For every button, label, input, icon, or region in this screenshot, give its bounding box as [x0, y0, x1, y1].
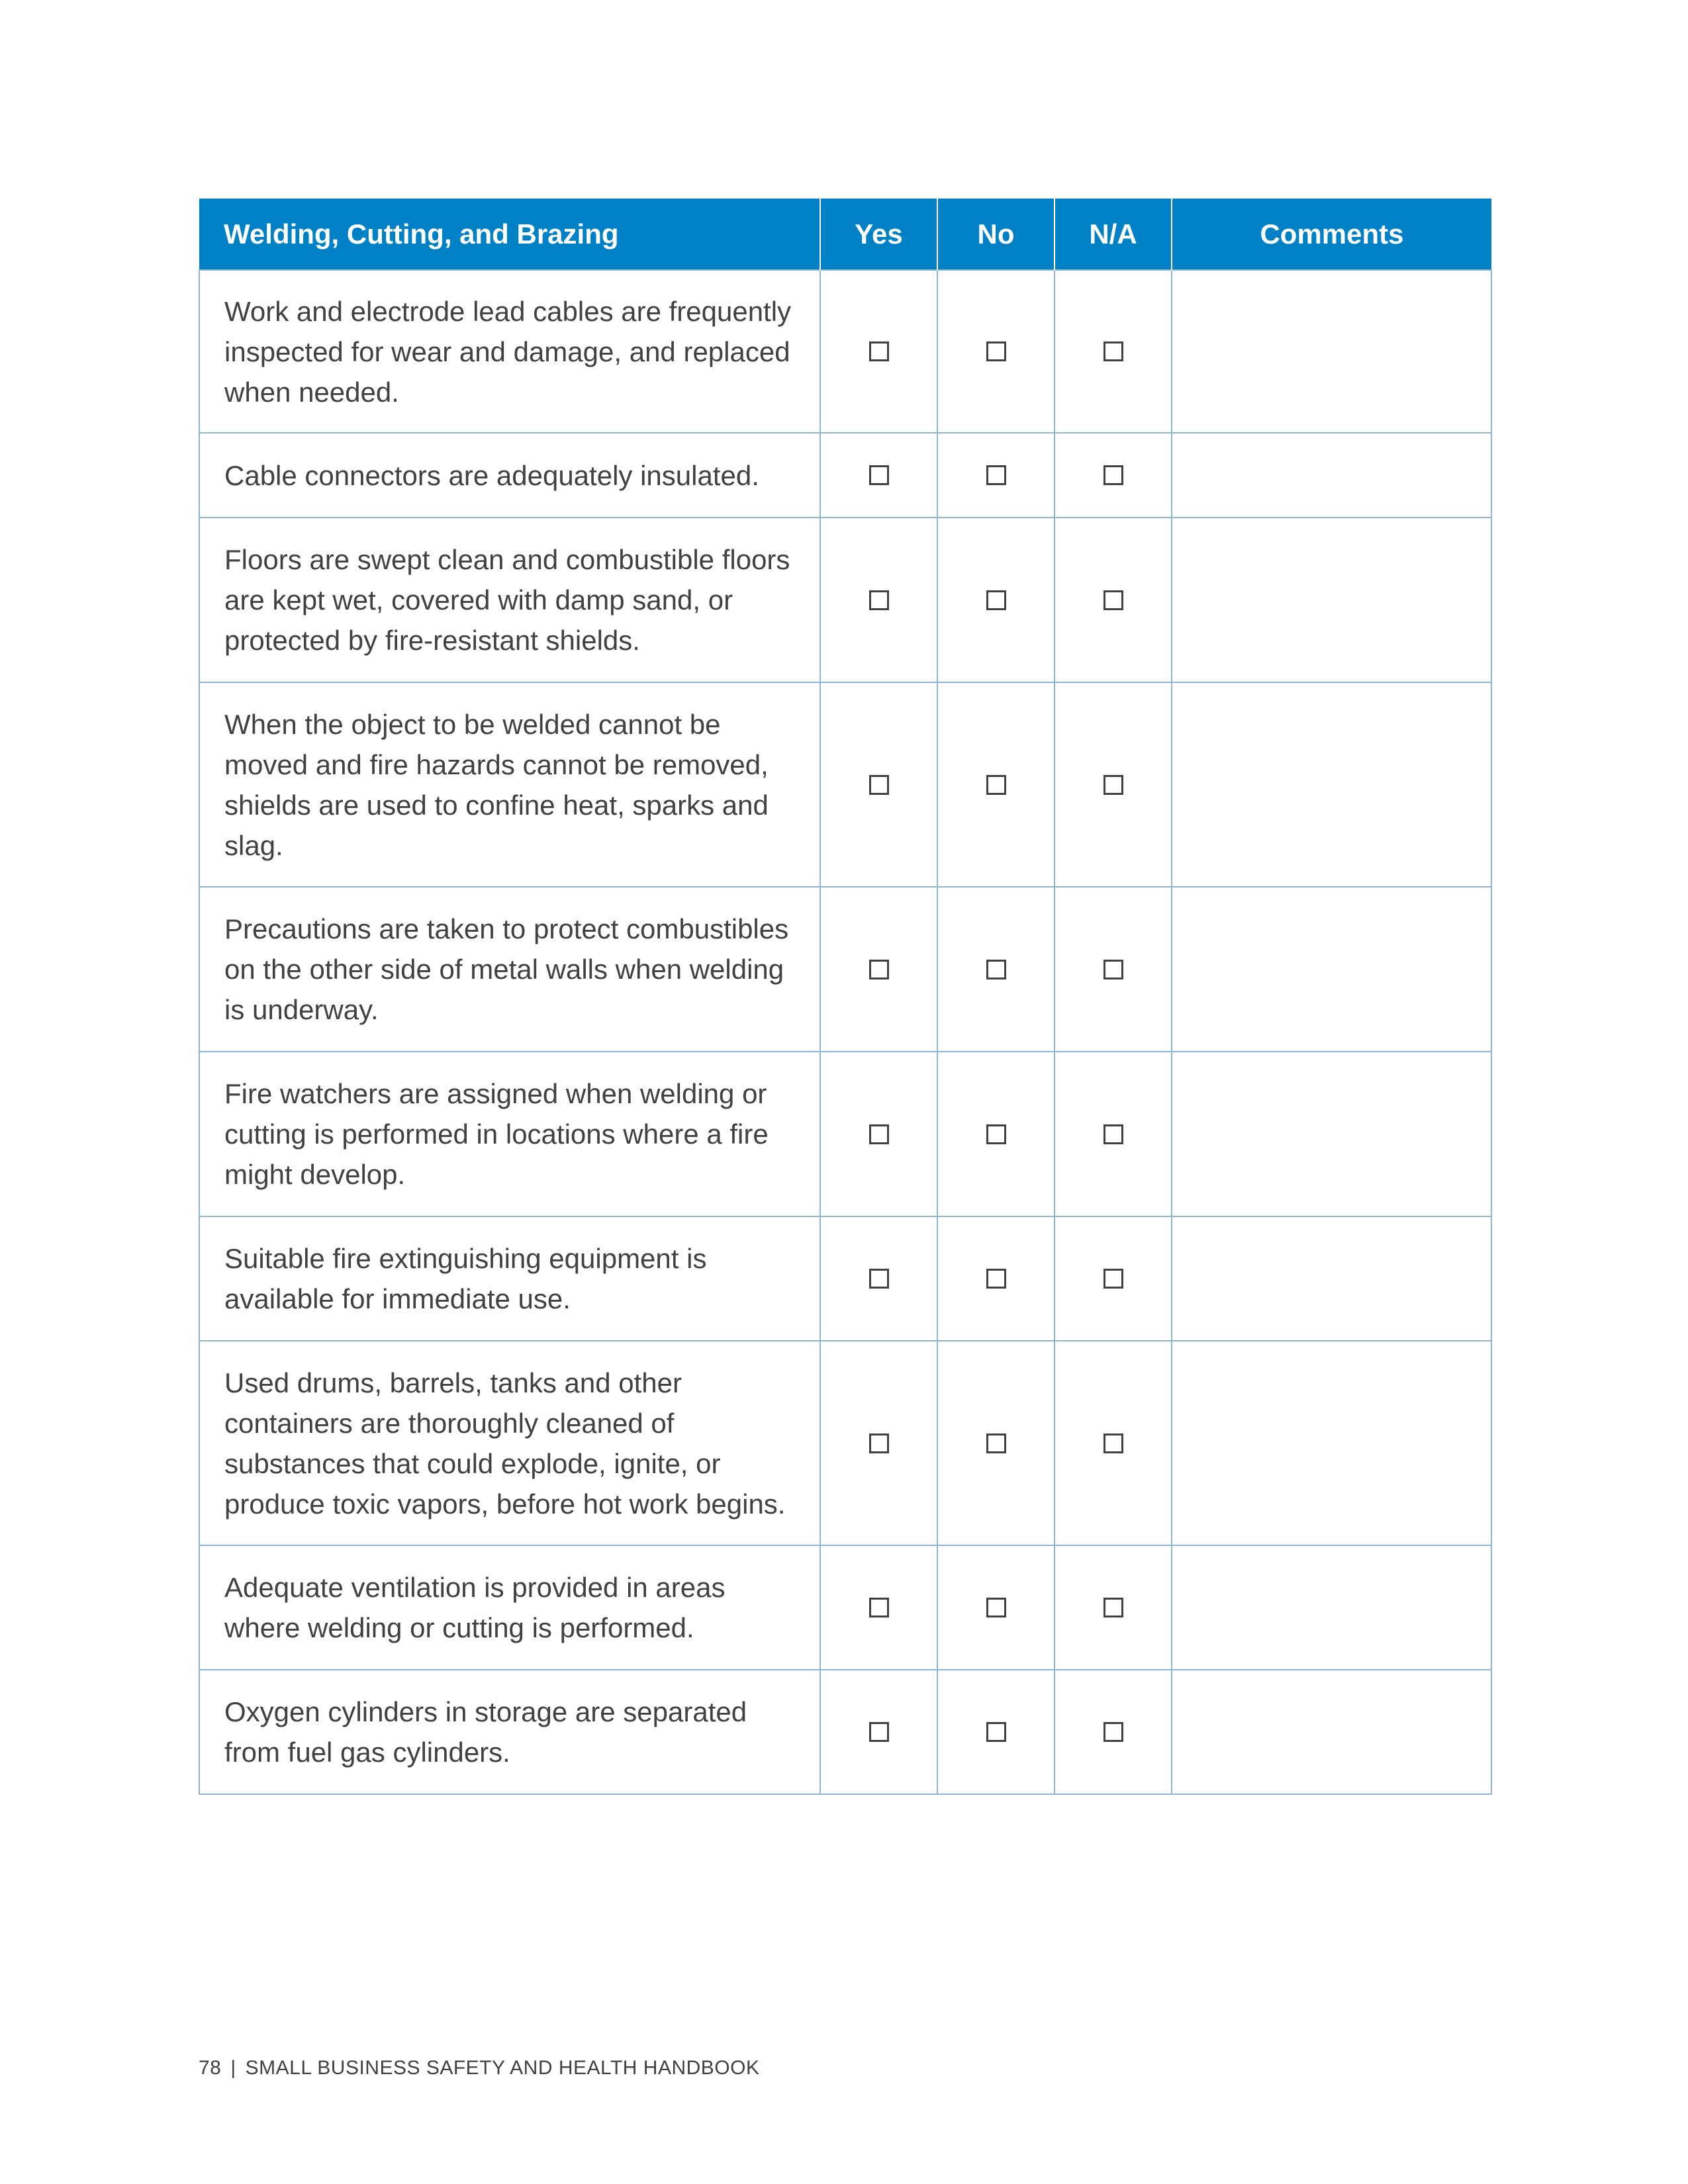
na-checkbox[interactable] — [1103, 775, 1123, 795]
no-cell — [937, 1052, 1055, 1216]
no-cell — [937, 887, 1055, 1052]
question-text: Work and electrode lead cables are frequently inspected for wear and damage, and replaced when needed. — [199, 270, 820, 433]
na-checkbox[interactable] — [1103, 1598, 1123, 1617]
no-checkbox[interactable] — [986, 1722, 1006, 1742]
yes-checkbox[interactable] — [869, 590, 889, 610]
no-checkbox[interactable] — [986, 1598, 1006, 1617]
comments-field[interactable] — [1172, 1216, 1491, 1341]
table-row — [199, 1545, 1491, 1670]
na-checkbox[interactable] — [1103, 1269, 1123, 1289]
yes-checkbox[interactable] — [869, 1433, 889, 1453]
no-cell — [937, 1341, 1055, 1545]
yes-checkbox[interactable] — [869, 1124, 889, 1144]
table-row — [199, 518, 1491, 682]
na-checkbox[interactable] — [1103, 1722, 1123, 1742]
yes-checkbox[interactable] — [869, 960, 889, 979]
na-checkbox[interactable] — [1103, 590, 1123, 610]
na-cell — [1055, 1670, 1172, 1794]
footer-separator: | — [230, 2057, 236, 2079]
no-cell — [937, 433, 1055, 518]
page-number: 78 — [199, 2057, 222, 2079]
yes-checkbox[interactable] — [869, 1269, 889, 1289]
yes-cell — [820, 1341, 937, 1545]
comments-field[interactable] — [1172, 270, 1491, 433]
yes-cell — [820, 682, 937, 887]
yes-checkbox[interactable] — [869, 1598, 889, 1617]
question-text: Fire watchers are assigned when welding or cutting is performed in locations where a fire might develop. — [199, 1052, 820, 1216]
table-row — [199, 682, 1491, 887]
question-text: Adequate ventilation is provided in areas where welding or cutting is performed. — [199, 1545, 820, 1670]
yes-checkbox[interactable] — [869, 465, 889, 485]
table-row — [199, 433, 1491, 518]
table-body — [199, 270, 1491, 1794]
table-row — [199, 1216, 1491, 1341]
comments-column-header: Comments — [1172, 199, 1491, 270]
no-cell — [937, 1545, 1055, 1670]
section-title-header: Welding, Cutting, and Brazing — [199, 199, 820, 270]
page-footer — [199, 2057, 760, 2079]
handbook-title: SMALL BUSINESS SAFETY AND HEALTH HANDBOOK — [245, 2057, 760, 2079]
na-checkbox[interactable] — [1103, 1124, 1123, 1144]
na-cell — [1055, 1545, 1172, 1670]
question-text: Used drums, barrels, tanks and other containers are thoroughly cleaned of substances that could explode, ignite, or produce toxic vapors, before hot work begins. — [199, 1341, 820, 1545]
yes-cell — [820, 270, 937, 433]
no-checkbox[interactable] — [986, 775, 1006, 795]
table-header — [199, 199, 1491, 270]
yes-cell — [820, 887, 937, 1052]
yes-cell — [820, 433, 937, 518]
no-checkbox[interactable] — [986, 1124, 1006, 1144]
no-checkbox[interactable] — [986, 1433, 1006, 1453]
question-text: Cable connectors are adequately insulated. — [199, 433, 820, 518]
yes-column-header: Yes — [820, 199, 937, 270]
no-checkbox[interactable] — [986, 590, 1006, 610]
table-row — [199, 270, 1491, 433]
no-cell — [937, 1216, 1055, 1341]
yes-cell — [820, 1670, 937, 1794]
comments-field[interactable] — [1172, 682, 1491, 887]
header-row — [199, 199, 1491, 270]
yes-cell — [820, 1216, 937, 1341]
na-checkbox[interactable] — [1103, 341, 1123, 361]
yes-checkbox[interactable] — [869, 341, 889, 361]
comments-field[interactable] — [1172, 887, 1491, 1052]
comments-field[interactable] — [1172, 518, 1491, 682]
no-checkbox[interactable] — [986, 465, 1006, 485]
comments-field[interactable] — [1172, 433, 1491, 518]
na-cell — [1055, 518, 1172, 682]
comments-field[interactable] — [1172, 1341, 1491, 1545]
no-cell — [937, 518, 1055, 682]
no-checkbox[interactable] — [986, 341, 1006, 361]
yes-cell — [820, 1052, 937, 1216]
na-checkbox[interactable] — [1103, 960, 1123, 979]
comments-field[interactable] — [1172, 1545, 1491, 1670]
no-cell — [937, 682, 1055, 887]
yes-cell — [820, 1545, 937, 1670]
question-text: When the object to be welded cannot be moved and fire hazards cannot be removed, shields are used to confine heat, sparks and slag. — [199, 682, 820, 887]
no-cell — [937, 270, 1055, 433]
table-row — [199, 1670, 1491, 1794]
comments-field[interactable] — [1172, 1670, 1491, 1794]
na-cell — [1055, 1052, 1172, 1216]
yes-checkbox[interactable] — [869, 1722, 889, 1742]
no-cell — [937, 1670, 1055, 1794]
question-text: Suitable fire extinguishing equipment is available for immediate use. — [199, 1216, 820, 1341]
table-row — [199, 1052, 1491, 1216]
yes-checkbox[interactable] — [869, 775, 889, 795]
welding-checklist-table — [199, 199, 1492, 1795]
no-checkbox[interactable] — [986, 960, 1006, 979]
question-text: Oxygen cylinders in storage are separated from fuel gas cylinders. — [199, 1670, 820, 1794]
question-text: Floors are swept clean and combustible floors are kept wet, covered with damp sand, or protected by fire-resistant shields. — [199, 518, 820, 682]
table-row — [199, 887, 1491, 1052]
na-cell — [1055, 1216, 1172, 1341]
na-column-header: N/A — [1055, 199, 1172, 270]
yes-cell — [820, 518, 937, 682]
question-text: Precautions are taken to protect combustibles on the other side of metal walls when welding is underway. — [199, 887, 820, 1052]
na-cell — [1055, 887, 1172, 1052]
na-cell — [1055, 433, 1172, 518]
no-column-header: No — [937, 199, 1055, 270]
na-cell — [1055, 270, 1172, 433]
na-checkbox[interactable] — [1103, 465, 1123, 485]
na-cell — [1055, 1341, 1172, 1545]
no-checkbox[interactable] — [986, 1269, 1006, 1289]
comments-field[interactable] — [1172, 1052, 1491, 1216]
table-row — [199, 1341, 1491, 1545]
na-cell — [1055, 682, 1172, 887]
na-checkbox[interactable] — [1103, 1433, 1123, 1453]
